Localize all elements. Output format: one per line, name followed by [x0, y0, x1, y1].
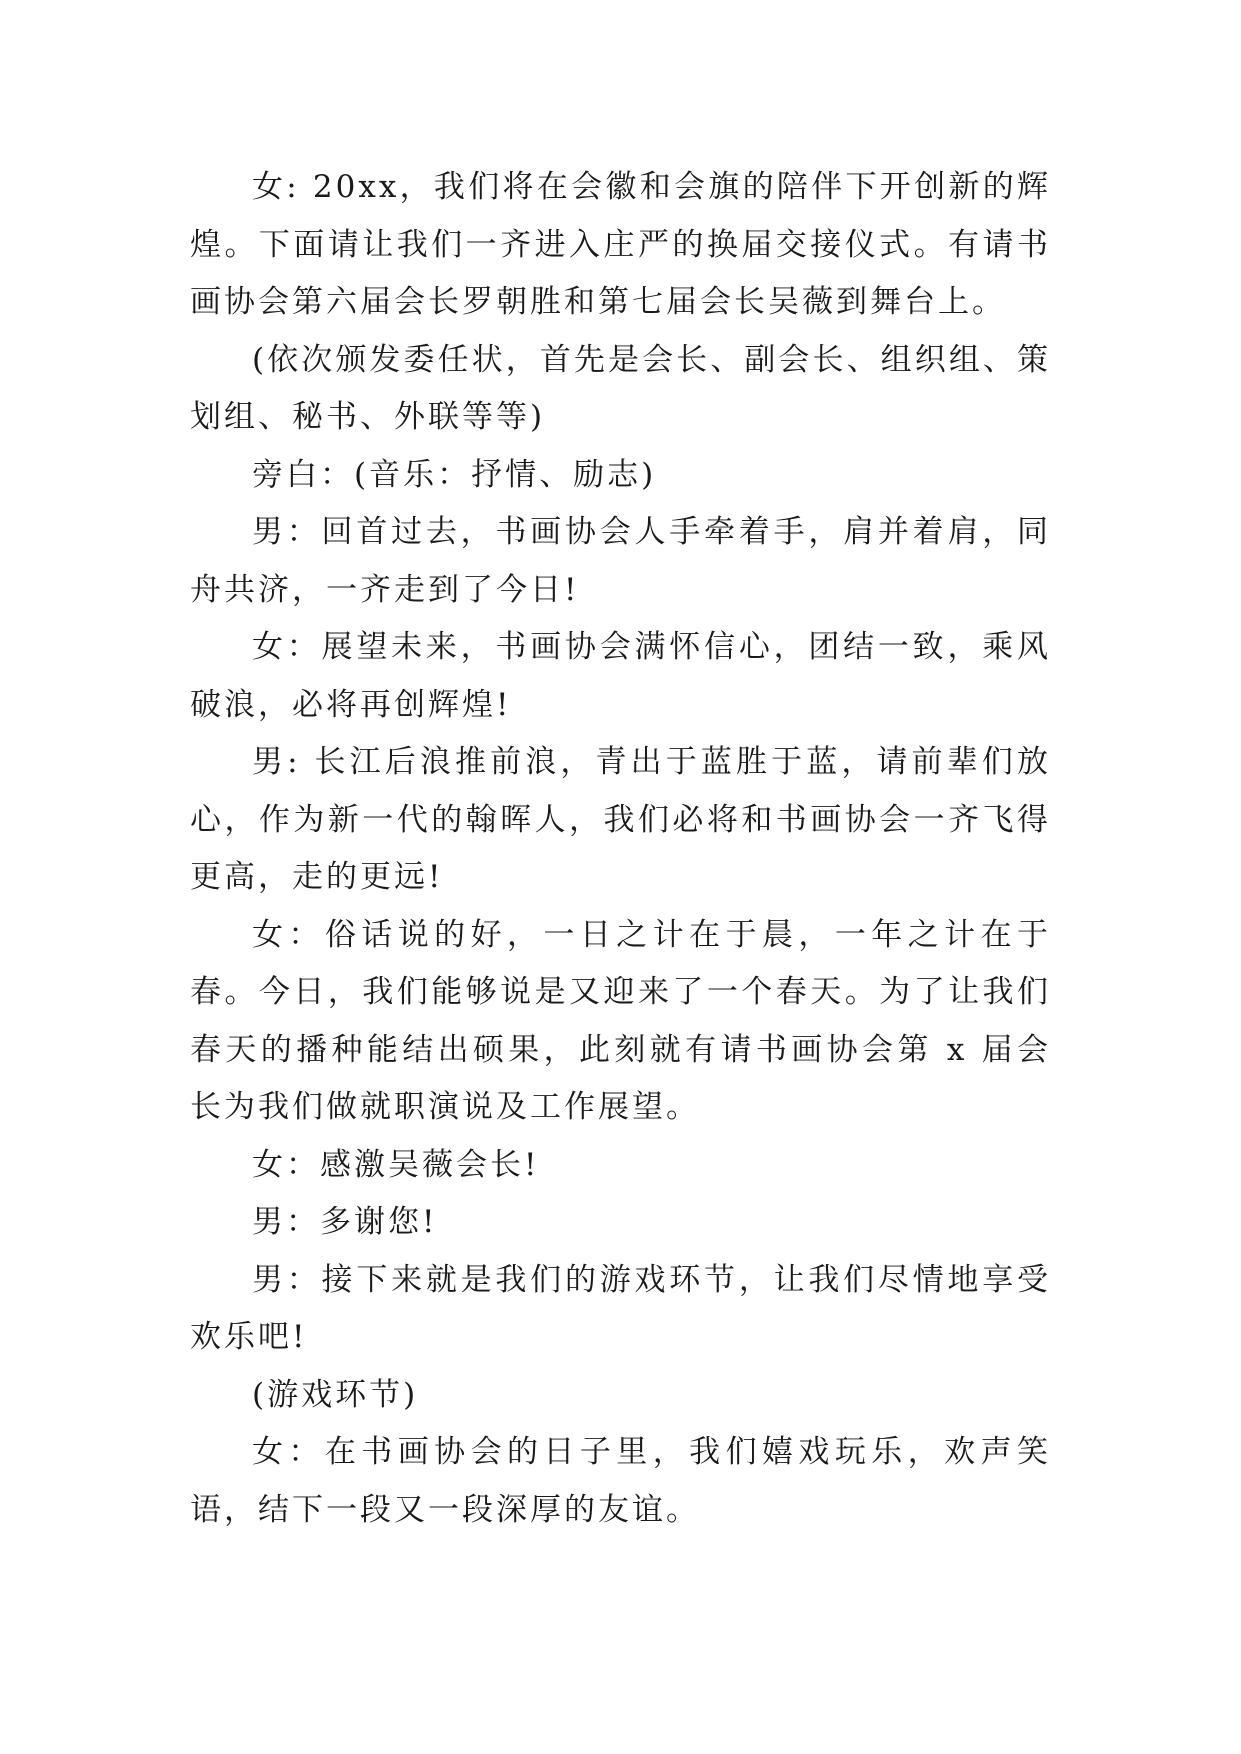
paragraph-6: 男: 长江后浪推前浪，青出于蓝胜于蓝，请前辈们放心，作为新一代的翰晖人，我们必将和书画协会一齐飞得更高，走的更远! — [190, 744, 1051, 895]
paragraph-4: 男：回首过去，书画协会人手牵着手，肩并着肩，同舟共济，一齐走到了今日! — [190, 514, 1051, 608]
paragraph-1: 女: 20xx，我们将在会徽和会旗的陪伴下开创新的辉煌。下面请让我们一齐进入庄严的换届交接仪式。有请书画协会第六届会长罗朝胜和第七届会长吴薇到舞台上。 — [190, 169, 1051, 320]
paragraph-8: 女：感激吴薇会长! — [252, 1146, 540, 1183]
paragraph-2: (依次颁发委任状，首先是会长、副会长、组织组、策划组、秘书、外联等等) — [190, 341, 1051, 435]
paragraph-9: 男：多谢您! — [252, 1204, 438, 1240]
paragraph-10: 男：接下来就是我们的游戏环节，让我们尽情地享受欢乐吧! — [190, 1261, 1051, 1355]
paragraph-3: 旁白：(音乐：抒情、励志) — [252, 456, 657, 493]
paragraph-7: 女：俗话说的好，一日之计在于晨，一年之计在于春。今日，我们能够说是又迎来了一个春天。为了让我们春天的播种能结出硕果，此刻就有请书画协会第 x 届会长为我们做就职演说及工作展望。 — [190, 916, 1051, 1125]
paragraph-5: 女：展望未来，书画协会满怀信心，团结一致，乘风破浪，必将再创辉煌! — [190, 629, 1051, 723]
paragraph-12: 女：在书画协会的日子里，我们嬉戏玩乐，欢声笑语，结下一段又一段深厚的友谊。 — [190, 1434, 1051, 1528]
paragraph-11: (游戏环节) — [252, 1376, 419, 1413]
